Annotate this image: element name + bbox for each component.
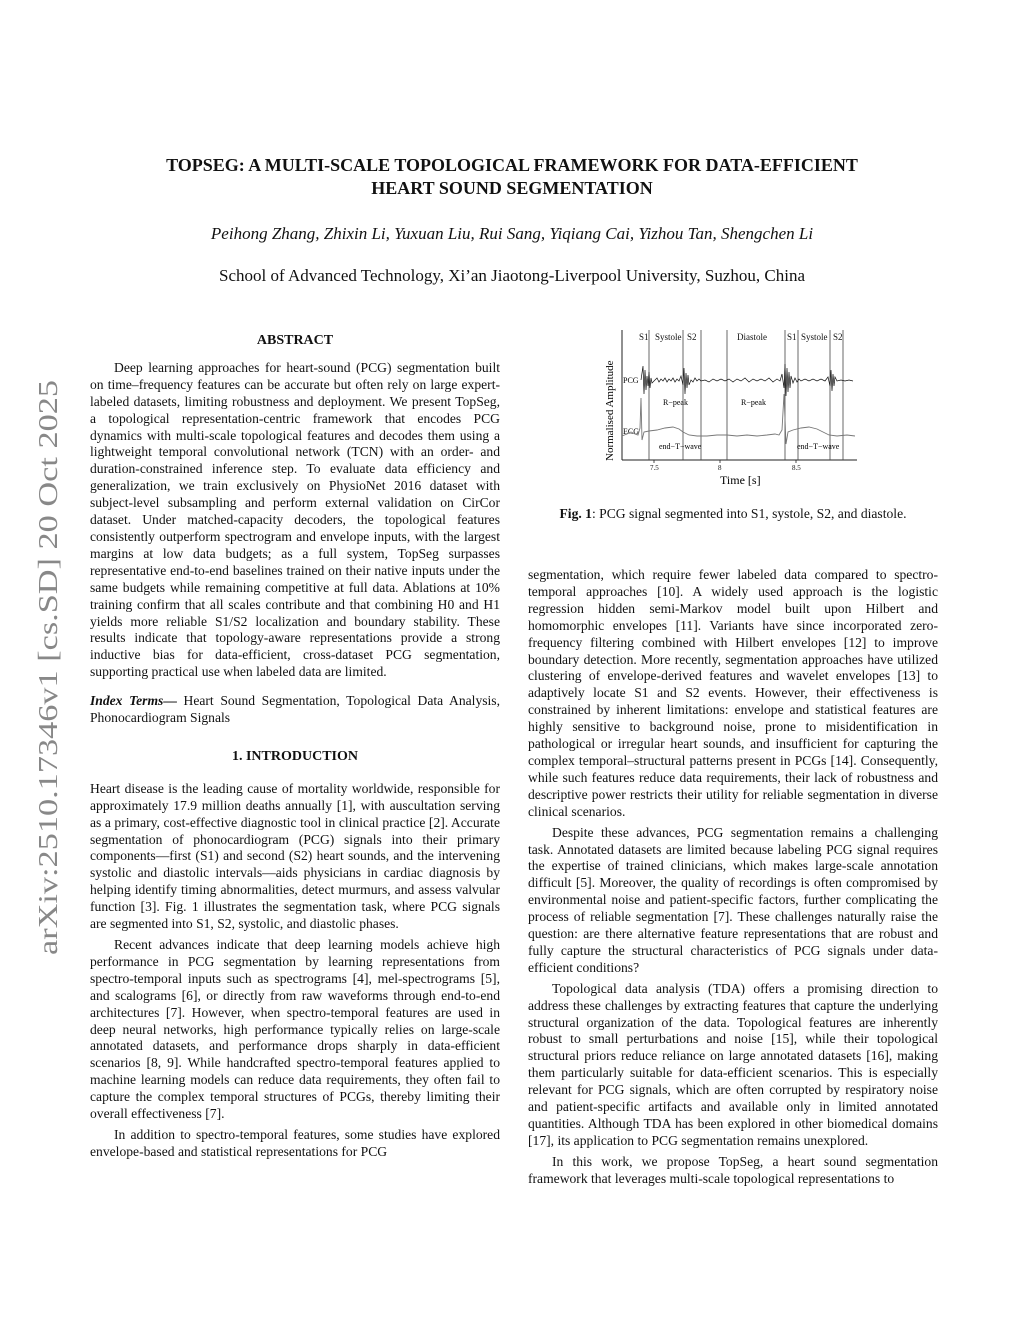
y-axis-label: Normalised Amplitude	[604, 360, 616, 461]
ecg-label: ECG	[623, 427, 639, 436]
intro-paragraph: segmentation, which require fewer labeled data compared to spectro-temporal approaches [10]. A widely used approach is the logistic regression hidden semi-Markov model built upon Hilbert and homomorphic envelopes [11]. Variants have since incorporated zero-frequency filtering combined with Hilbert envelopes [12] to improve boundary detection. More recently, segmentation approaches have utilized clustering of envelope-derived features and wavelet envelopes [13] to adaptively locate S1 and S2 events. However, their effectiveness is constrained by inherent limitations: envelope and statistical features are highly sensitive to background noise, prone to misidentification in pathological or irregular heart sounds, and insufficient for capturing the complex temporal–structural patterns present in PCGs [14]. Consequently, while such features reduce data requirements, their lack of robustness and descriptive power restricts their utility for reliable segmentation in diverse clinical scenarios.	[528, 567, 938, 819]
x-tick-label: 7.5	[650, 464, 659, 472]
rpeak-label: R−peak	[663, 398, 688, 407]
endt-label: end−T−wave	[797, 442, 840, 451]
intro-paragraph: Heart disease is the leading cause of mortality worldwide, responsible for approximately 17.9 million deaths annually [1], with auscultation serving as a primary, cost-effective diagnostic tool in clinical practice [2]. Accurate segmentation of phonocardiogram (PCG) signals into their primary components—first (S1) and second (S2) heart sounds, and the intervening systolic and diastolic intervals—aids physicians in cardiac diagnosis by helping identify timing abnormalities, detect murmurs, and assess valvular function [3]. Fig. 1 illustrates the segmentation task, where PCG signals are segmented into S1, S2, systolic, and diastolic phases.	[90, 780, 500, 932]
intro-paragraph: In addition to spectro-temporal features, some studies have explored envelope-based and statistical representations for PCG	[90, 1126, 500, 1159]
x-tick-label: 8.5	[792, 464, 801, 472]
phase-label-s2: S2	[833, 332, 843, 342]
title-line-2: HEART SOUND SEGMENTATION	[371, 178, 653, 198]
arxiv-id: arXiv:2510.17346v1 [cs.SD] 20 Oct 2025	[33, 502, 63, 955]
intro-paragraph: Topological data analysis (TDA) offers a promising direction to address these challenges by extracting features that capture the underlying structural organization of the data. Topological features are inherently robust to small perturbations and noise [15], while their topological structural priors reduce reliance on large annotated datasets [16], making them particularly suitable for data-efficient scenarios. This is especially relevant for PCG signals, which are often corrupted by respiratory noise and patient-specific artifacts and available only in limited annotated quantities. Although TDA has been explored in other biomedical domains [17], its application to PCG segmentation remains unexplored.	[528, 980, 938, 1148]
caption-label: Fig. 1	[559, 506, 592, 521]
phase-label-s1: S1	[639, 332, 649, 342]
x-tick-label: 8	[718, 464, 722, 472]
intro-paragraph: Recent advances indicate that deep learning models achieve high performance in PCG segmentation by learning representations from spectro-temporal inputs such as spectrograms [4], mel-spectrograms [5], and scalograms [6], or directly from raw waveforms through end-to-end architectures [7]. However, when spectro-temporal features are used in deep neural networks, high performance typically relies on large-scale annotated datasets, and performance drops sharply in data-efficient scenarios [8, 9]. While handcrafted spectro-temporal features applied to machine learning models can reduce data requirements, they often fail to capture the complex temporal structures of PCGs, thereby limiting their overall effectiveness [7].	[90, 937, 500, 1122]
intro-paragraph: In this work, we propose TopSeg, a heart sound segmentation framework that leverages multi-scale topological representations to	[528, 1153, 938, 1186]
caption-text: : PCG signal segmented into S1, systole, S2, and diastole.	[591, 506, 907, 521]
left-column	[90, 333, 500, 1161]
pcg-trace	[641, 364, 853, 396]
abstract-heading: ABSTRACT	[256, 333, 334, 348]
index-terms-text: Heart Sound Segmentation, Topological Data Analysis, Phonocardiogram Signals	[90, 693, 500, 726]
affiliation: School of Advanced Technology, Xi’an Jiaotong-Liverpool University, Suzhou, China	[219, 266, 805, 285]
phase-label-diastole: Diastole	[737, 332, 767, 342]
figure-pcg-segmentation	[597, 328, 857, 488]
pcg-label: PCG	[623, 376, 639, 385]
abstract-text: Deep learning approaches for heart-sound (PCG) segmentation built on time–frequency features can be accurate but often rely on large expert-labeled datasets, limiting robustness and deployment. We present TopSeg, a topological representation-centric framework that encodes PCG dynamics with multi-scale topological features and decodes them using a lightweight temporal convolutional network (TCN) with an order- and duration-constrained inference step. To evaluate data efficiency and generalization, we train exclusively on PhysioNet 2016 dataset with subject-level subsampling and perform external validation on CirCor dataset. Under matched-capacity decoders, the topological features consistently outperform spectrogram and envelope inputs, with the largest margins at low data budgets; as a full system, TopSeg surpasses representative end-to-end baselines trained on their native inputs under the same budgets while remaining competitive at full data. Ablations at 10% training confirm that all scales contribute and that combining H0 and H1 yields more reliable S1/S2 localization and boundary stability. These results indicate that topology-aware representations provide a strong inductive bias for data-efficient, cross-dataset PCG segmentation, supporting practical use when labeled data are limited.	[90, 359, 500, 680]
figure-caption	[528, 506, 938, 522]
phase-label-systole: Systole	[655, 332, 682, 342]
endt-label: end−T−wave	[659, 442, 702, 451]
introduction-heading: 1. INTRODUCTION	[231, 748, 358, 764]
x-axis-label: Time [s]	[720, 473, 761, 487]
title-line-1: TOPSEG: A MULTI-SCALE TOPOLOGICAL FRAMEWORK FOR DATA-EFFICIENT	[166, 155, 858, 175]
intro-paragraph: Despite these advances, PCG segmentation remains a challenging task. Annotated datasets are limited because labeling PCG signal requires the expertise of trained clinicians, which makes large-scale annotation difficult [5]. Moreover, the quality of recordings is often compromised by environmental noise and patient-specific factors, further complicating the process of reliable segmentation [7]. These challenges naturally raise the question: are there alternative feature representations that are robust and fully capture the structural characteristics of PCG signals under data-efficient conditions?	[528, 824, 938, 975]
segment-dividers	[649, 330, 843, 460]
rpeak-label: R−peak	[741, 398, 766, 407]
ecg-trace	[622, 394, 855, 444]
index-terms	[90, 693, 500, 727]
paper-title	[110, 154, 914, 200]
author-list: Peihong Zhang, Zhixin Li, Yuxuan Liu, Rui Sang, Yiqiang Cai, Yizhou Tan, Shengchen Li	[210, 224, 814, 243]
phase-label-systole: Systole	[801, 332, 828, 342]
phase-label-s2: S2	[687, 332, 697, 342]
phase-label-s1: S1	[787, 332, 797, 342]
index-terms-label: Index Terms—	[90, 693, 177, 709]
arxiv-watermark	[27, 0, 67, 1325]
right-column	[528, 567, 938, 1188]
